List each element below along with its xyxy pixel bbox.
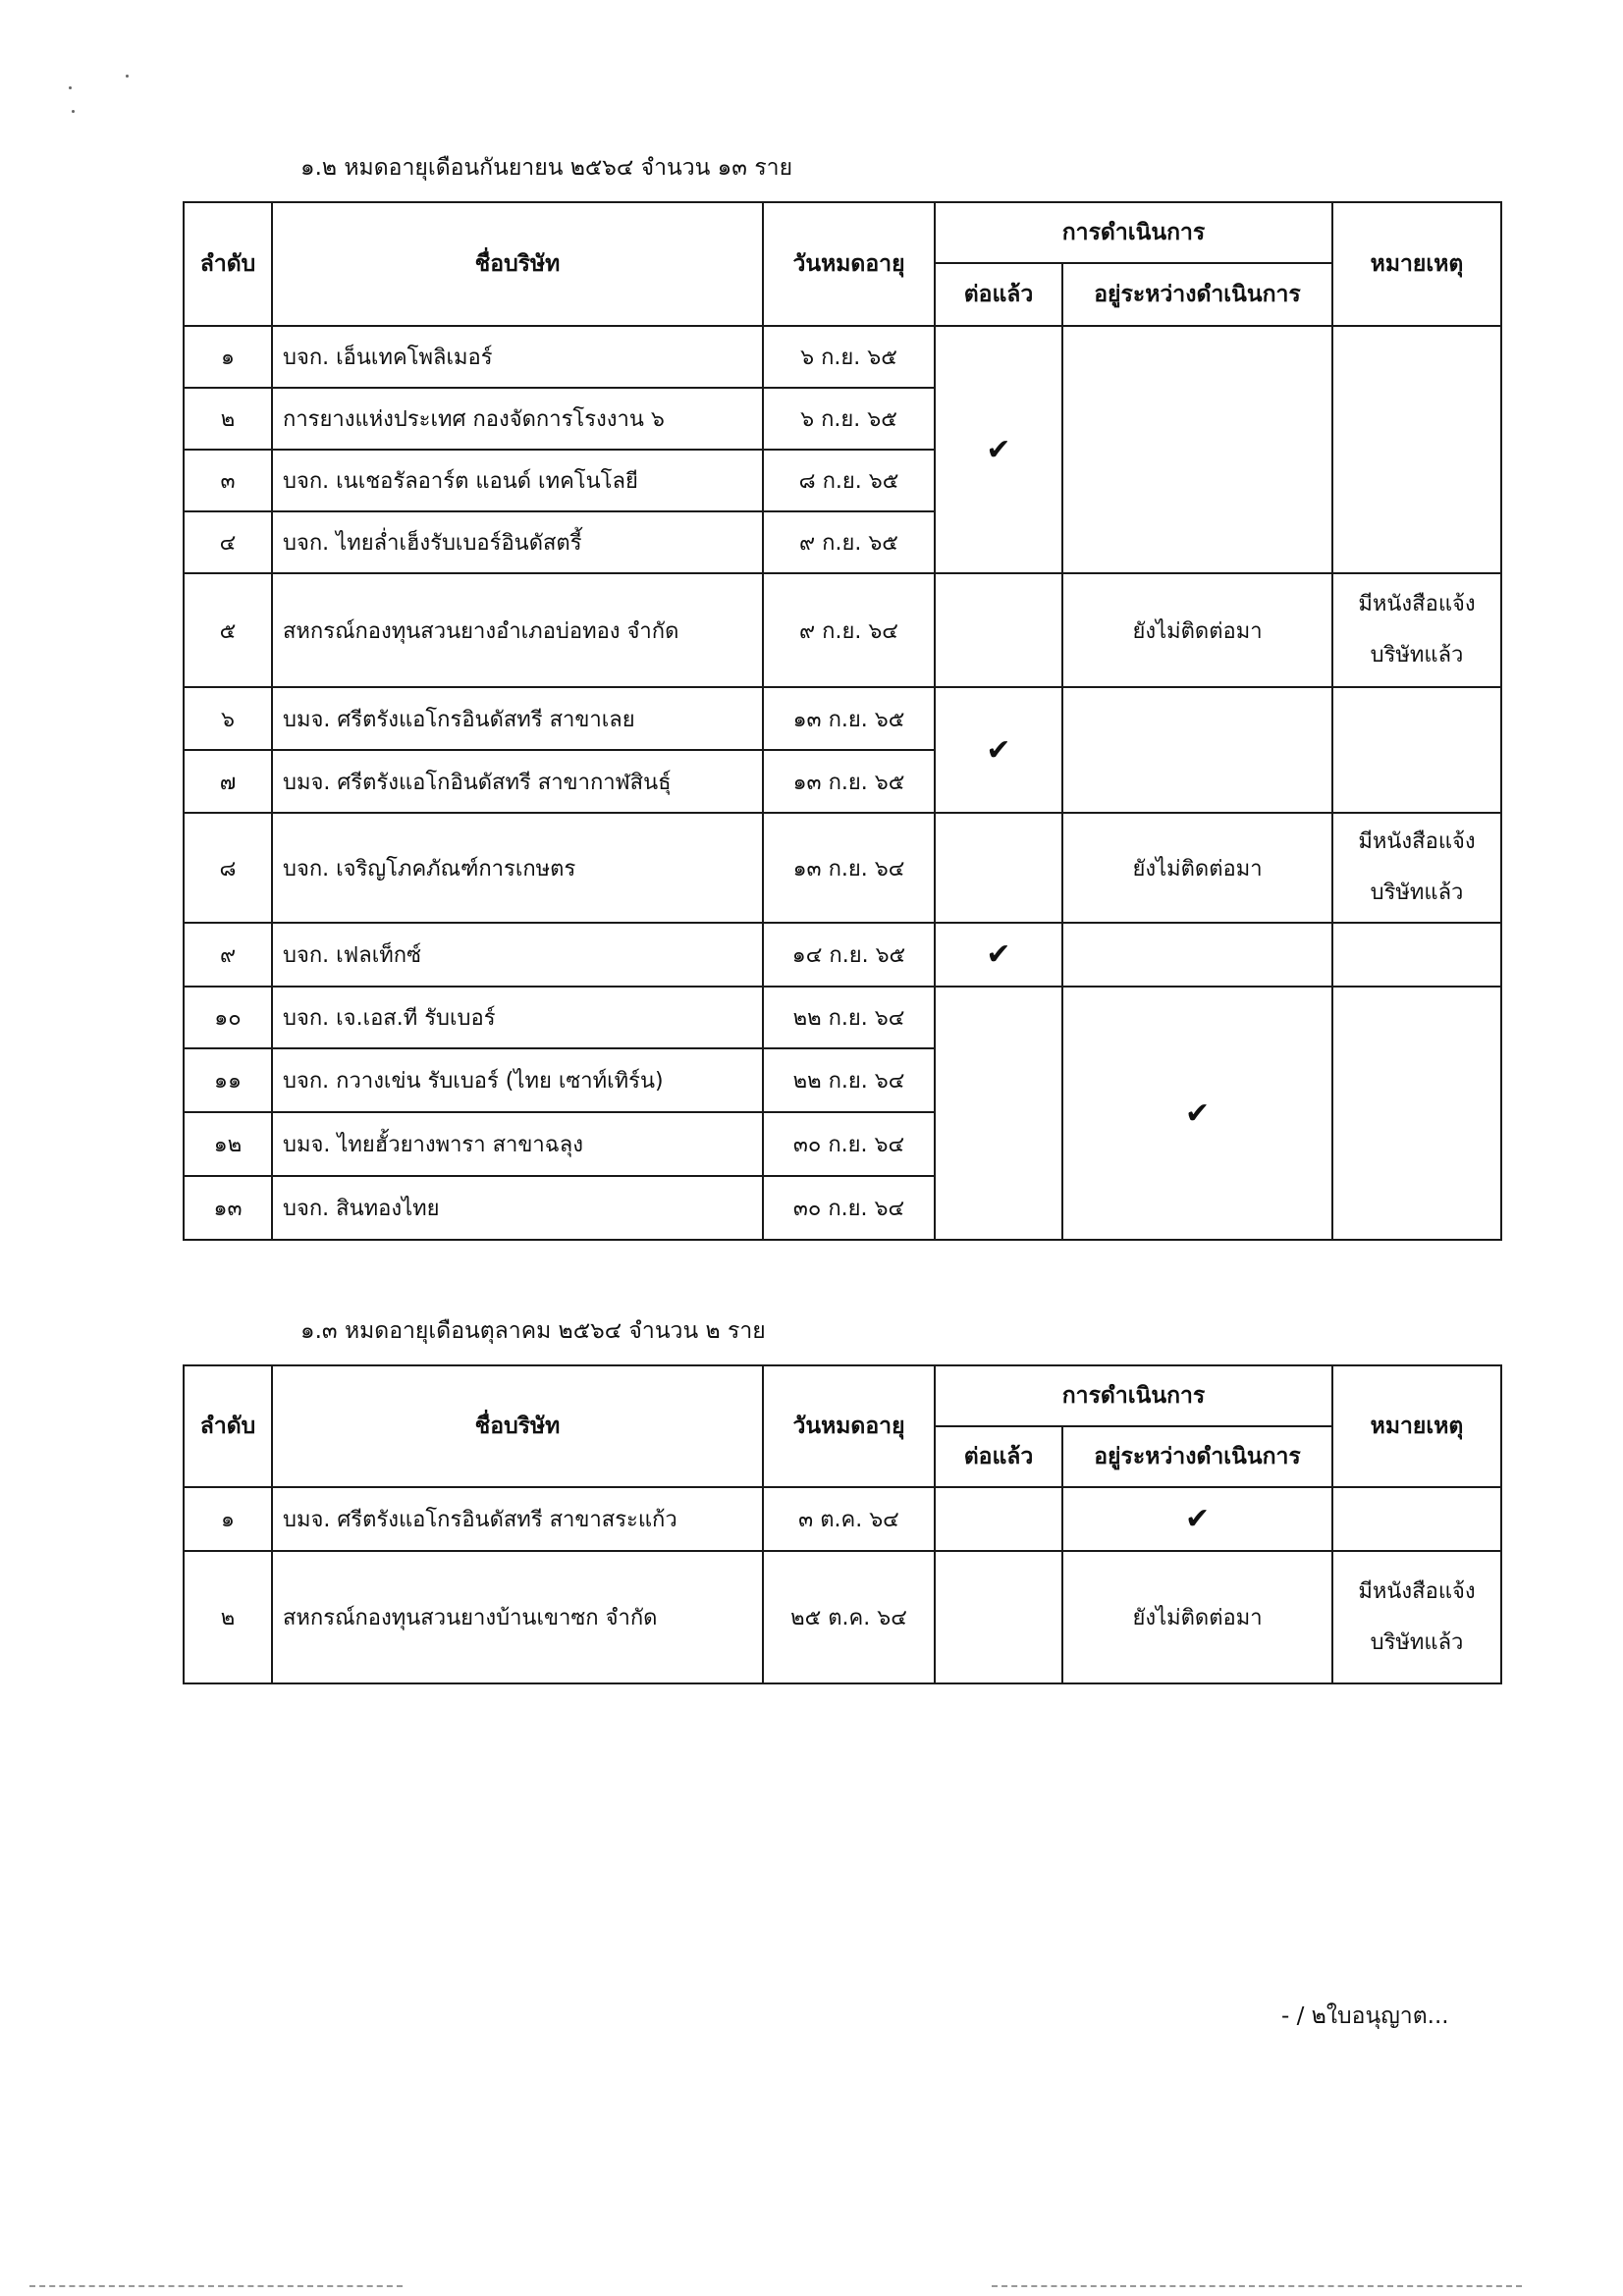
table-row [184,1551,1501,1683]
header-expiry: วันหมดอายุ [763,202,935,326]
row-no: ๑๐ [184,987,272,1048]
header-no: ลำดับ [184,1365,272,1487]
row-company: บมจ. ศรีตรังแอโกรอินดัสทรี สาขาสระแก้ว [272,1487,763,1551]
row-company: การยางแห่งประเทศ กองจัดการโรงงาน ๖ [272,388,763,450]
renewed-cell [935,923,1062,987]
row-no: ๒ [184,1551,272,1683]
renewed-cell [935,1551,1062,1683]
header-remark: หมายเหตุ [1332,202,1501,326]
table-row [184,1487,1501,1551]
in-progress-cell [1062,923,1332,987]
table-row [184,813,1501,923]
scan-speck [69,86,72,89]
remark-cell [1332,987,1501,1240]
row-company: บจก. เจ.เอส.ที รับเบอร์ [272,987,763,1048]
row-expiry: ๑๓ ก.ย. ๖๕ [763,750,935,813]
remark-cell [1332,687,1501,813]
row-company: บจก. เจริญโภคภัณฑ์การเกษตร [272,813,763,923]
in-progress-status: ยังไม่ติดต่อมา [1062,573,1332,687]
row-expiry: ๒๕ ต.ค. ๖๔ [763,1551,935,1683]
row-company: บจก. เฟลเท็กซ์ [272,923,763,987]
row-expiry: ๑๔ ก.ย. ๖๕ [763,923,935,987]
row-expiry: ๓๐ ก.ย. ๖๔ [763,1112,935,1176]
row-expiry: ๒๒ ก.ย. ๖๔ [763,987,935,1048]
in-progress-status: ยังไม่ติดต่อมา [1062,1551,1332,1683]
renewed-cell [935,987,1062,1240]
row-expiry: ๑๓ ก.ย. ๖๔ [763,813,935,923]
renewed-cell [935,813,1062,923]
row-expiry: ๖ ก.ย. ๖๕ [763,326,935,388]
in-progress-cell [1062,987,1332,1240]
check-mark-icon: ✔ [1184,1502,1211,1536]
row-company: สหกรณ์กองทุนสวนยางบ้านเขาซก จำกัด [272,1551,763,1683]
in-progress-status: ยังไม่ติดต่อมา [1062,813,1332,923]
october-expiry-table [183,1364,1502,1684]
scan-speck [72,110,75,113]
header-renewed: ต่อแล้ว [935,263,1062,326]
row-no: ๑ [184,1487,272,1551]
row-expiry: ๙ ก.ย. ๖๕ [763,511,935,573]
row-no: ๑๑ [184,1048,272,1112]
remark-note: มีหนังสือแจ้ง บริษัทแล้ว [1332,813,1501,923]
table-row [184,987,1501,1048]
in-progress-cell [1062,1487,1332,1551]
row-expiry: ๓ ต.ค. ๖๔ [763,1487,935,1551]
header-remark: หมายเหตุ [1332,1365,1501,1487]
table-row [184,923,1501,987]
row-company: สหกรณ์กองทุนสวนยางอำเภอบ่อทอง จำกัด [272,573,763,687]
row-company: บจก. เอ็นเทคโพลิเมอร์ [272,326,763,388]
row-company: บจก. สินทองไทย [272,1176,763,1240]
row-company: บมจ. ศรีตรังแอโกอินดัสทรี สาขากาฬสินธุ์ [272,750,763,813]
section-title-sep: ๑.๒ หมดอายุเดือนกันยายน ๒๕๖๔ จำนวน ๑๓ ราย [300,155,793,181]
row-expiry: ๓๐ ก.ย. ๖๔ [763,1176,935,1240]
header-company: ชื่อบริษัท [272,202,763,326]
renewed-cell [935,1487,1062,1551]
row-expiry: ๖ ก.ย. ๖๕ [763,388,935,450]
header-no: ลำดับ [184,202,272,326]
table-row [184,687,1501,750]
row-no: ๒ [184,388,272,450]
row-no: ๖ [184,687,272,750]
row-expiry: ๙ ก.ย. ๖๔ [763,573,935,687]
renewed-cell [935,573,1062,687]
remark-cell [1332,923,1501,987]
row-expiry: ๘ ก.ย. ๖๕ [763,450,935,511]
check-mark-icon: ✔ [986,732,1011,768]
row-company: บจก. ไทยล่ำเฮ็งรับเบอร์อินดัสตรี้ [272,511,763,573]
row-expiry: ๑๓ ก.ย. ๖๕ [763,687,935,750]
row-company: บมจ. ศรีตรังแอโกรอินดัสทรี สาขาเลย [272,687,763,750]
september-expiry-table [183,201,1502,1241]
remark-note: มีหนังสือแจ้ง บริษัทแล้ว [1332,573,1501,687]
table-row [184,326,1501,388]
row-expiry: ๒๒ ก.ย. ๖๔ [763,1048,935,1112]
header-renewed: ต่อแล้ว [935,1426,1062,1487]
table-row [184,573,1501,687]
remark-cell [1332,326,1501,573]
renewed-cell [935,326,1062,573]
remark-note: มีหนังสือแจ้ง บริษัทแล้ว [1332,1551,1501,1683]
row-company: บมจ. ไทยฮั้วยางพารา สาขาฉลุง [272,1112,763,1176]
header-expiry: วันหมดอายุ [763,1365,935,1487]
in-progress-cell [1062,326,1332,573]
in-progress-cell [1062,687,1332,813]
row-no: ๑ [184,326,272,388]
remark-cell [1332,1487,1501,1551]
check-mark-icon: ✔ [986,937,1011,972]
scan-edge-line [992,2285,1522,2287]
row-no: ๗ [184,750,272,813]
row-company: บจก. กวางเข่น รับเบอร์ (ไทย เซาท์เทิร์น) [272,1048,763,1112]
page-continuation-note: - / ๒ใบอนุญาต... [1281,2003,1449,2029]
renewed-cell [935,687,1062,813]
check-mark-icon: ✔ [986,432,1011,467]
header-action: การดำเนินการ [935,202,1332,263]
row-no: ๑๒ [184,1112,272,1176]
section-title-oct: ๑.๓ หมดอายุเดือนตุลาคม ๒๕๖๔ จำนวน ๒ ราย [300,1318,766,1344]
check-mark-icon: ✔ [1184,1095,1211,1131]
row-company: บจก. เนเชอรัลอาร์ต แอนด์ เทคโนโลยี [272,450,763,511]
scan-speck [126,75,129,78]
header-company: ชื่อบริษัท [272,1365,763,1487]
row-no: ๔ [184,511,272,573]
header-action: การดำเนินการ [935,1365,1332,1426]
row-no: ๕ [184,573,272,687]
header-in-progress: อยู่ระหว่างดำเนินการ [1062,1426,1332,1487]
row-no: ๙ [184,923,272,987]
header-in-progress: อยู่ระหว่างดำเนินการ [1062,263,1332,326]
row-no: ๓ [184,450,272,511]
scan-edge-line [29,2285,403,2287]
row-no: ๘ [184,813,272,923]
row-no: ๑๓ [184,1176,272,1240]
